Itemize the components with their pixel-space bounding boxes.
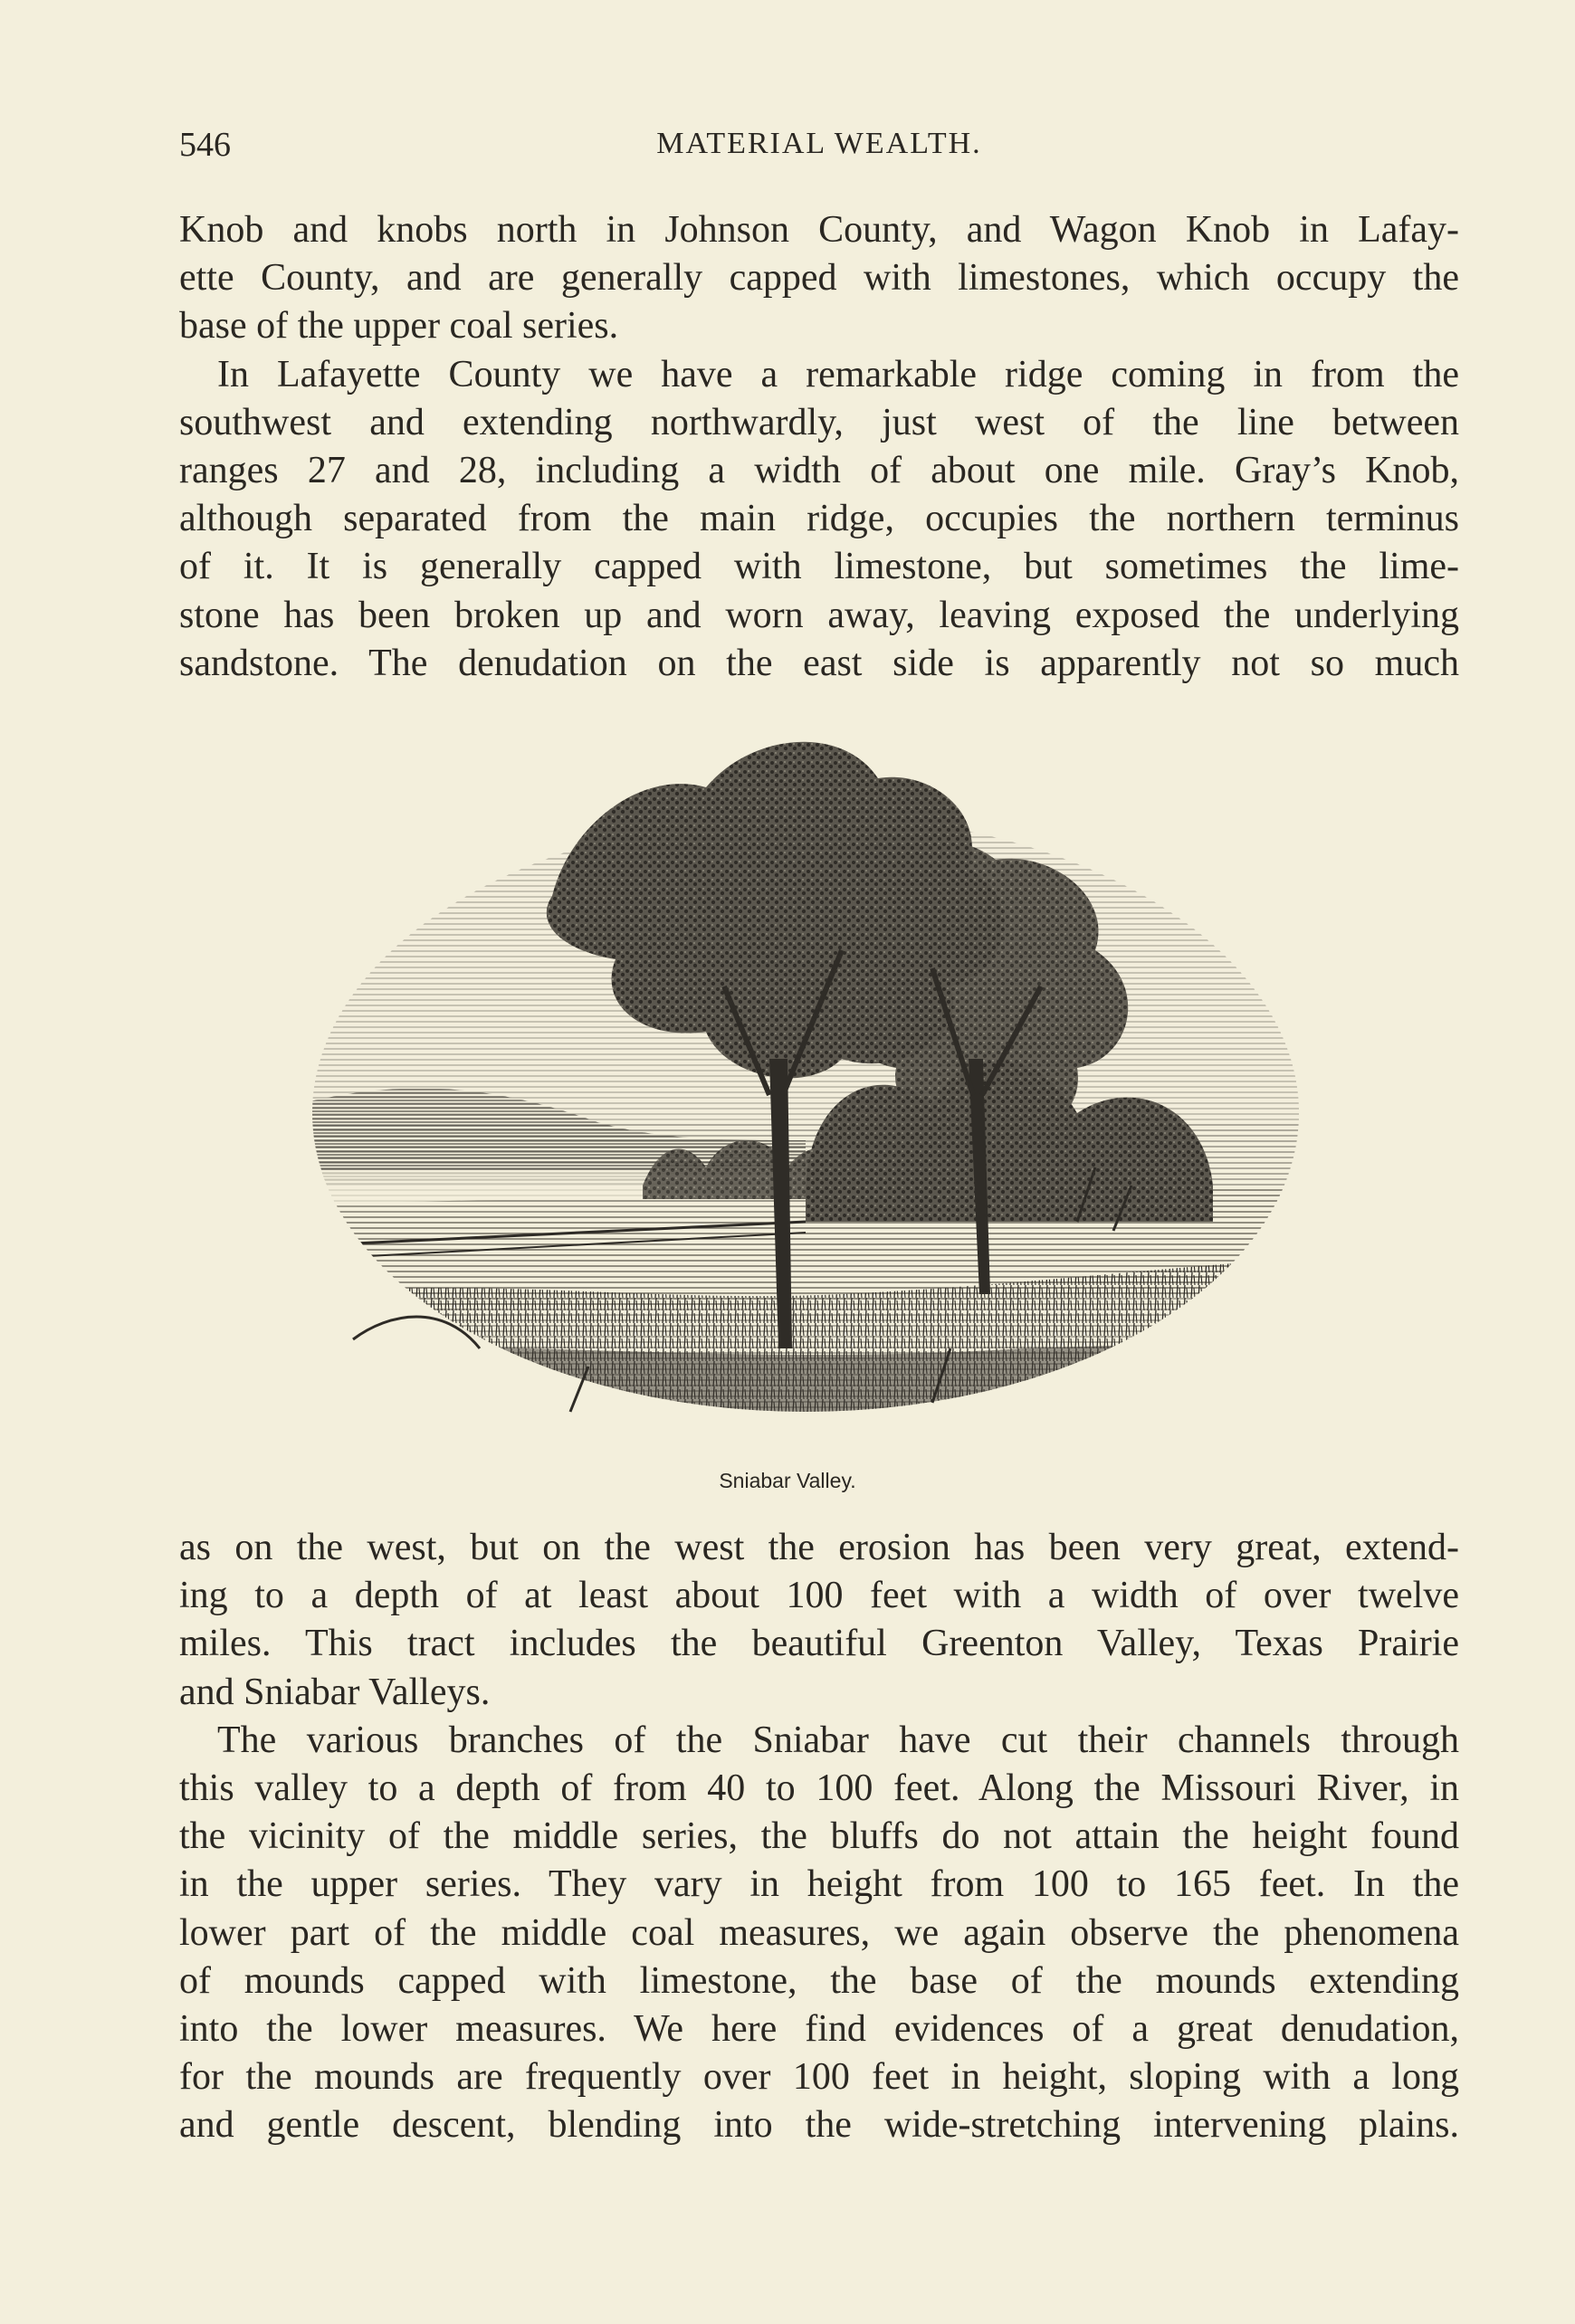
text-line: into the lower measures. We here find evidences of a great denudation, [179, 2008, 1459, 2051]
text-line: southwest and extending northwardly, just west of the line between [179, 401, 1459, 443]
paragraph [179, 1717, 1459, 2150]
text-line: and gentle descent, blending into the wide-stretching intervening plains. [179, 2104, 1459, 2147]
text-line: The various branches of the Sniabar have cut their channels through [217, 1719, 1459, 1761]
text-line: ranges 27 and 28, including a width of about one mile. Gray’s Knob, [179, 450, 1459, 492]
page-number: 546 [179, 126, 231, 164]
text-line: In Lafayette County we have a remarkable ridge coming in from the [217, 353, 1459, 395]
text-line: of mounds capped with limestone, the base of the mounds extending [179, 1959, 1459, 2002]
text-block-bottom [179, 1524, 1459, 2150]
text-line: for the mounds are frequently over 100 feet in height, sloping with a long [179, 2056, 1459, 2099]
text-line: as on the west, but on the west the erosion has been very great, extend- [179, 1527, 1459, 1568]
paragraph [179, 1524, 1459, 1717]
text-block-top [179, 206, 1459, 688]
page-header [179, 125, 1459, 179]
text-line: stone has been broken up and worn away, leaving exposed the underlying [179, 594, 1459, 636]
text-line: the vicinity of the middle series, the bluffs do not attain the height found [179, 1815, 1459, 1858]
text-line: ette County, and are generally capped with limestones, which occupy the [179, 257, 1459, 300]
figure-caption: Sniabar Valley. [719, 1469, 856, 1492]
text-line: and Sniabar Valleys. [179, 1671, 491, 1713]
text-line: this valley to a depth of from 40 to 100 feet. Along the Missouri River, in [179, 1767, 1459, 1810]
paragraph [179, 351, 1459, 688]
text-line: base of the upper coal series. [179, 305, 619, 348]
running-head: MATERIAL WEALTH. [656, 127, 982, 160]
text-line: Knob and knobs north in Johnson County, and Wagon Knob in Lafay- [179, 209, 1459, 251]
text-line: although separated from the main ridge, occupies the northern terminus [179, 498, 1459, 540]
text-line: of it. It is generally capped with limestone, but sometimes the lime- [179, 546, 1459, 588]
text-line: miles. This tract includes the beautiful Greenton Valley, Texas Prairie [179, 1623, 1459, 1665]
text-line: in the upper series. They vary in height from 100 to 165 feet. In the [179, 1863, 1459, 1906]
text-line: sandstone. The denudation on the east side is apparently not so much [179, 642, 1459, 684]
engraving-sniabar-valley [299, 715, 1312, 1475]
paragraph [179, 206, 1459, 351]
text-line: lower part of the middle coal measures, we again observe the phenomena [179, 1911, 1459, 1954]
text-line: ing to a depth of at least about 100 feet with a width of over twelve [179, 1575, 1459, 1617]
